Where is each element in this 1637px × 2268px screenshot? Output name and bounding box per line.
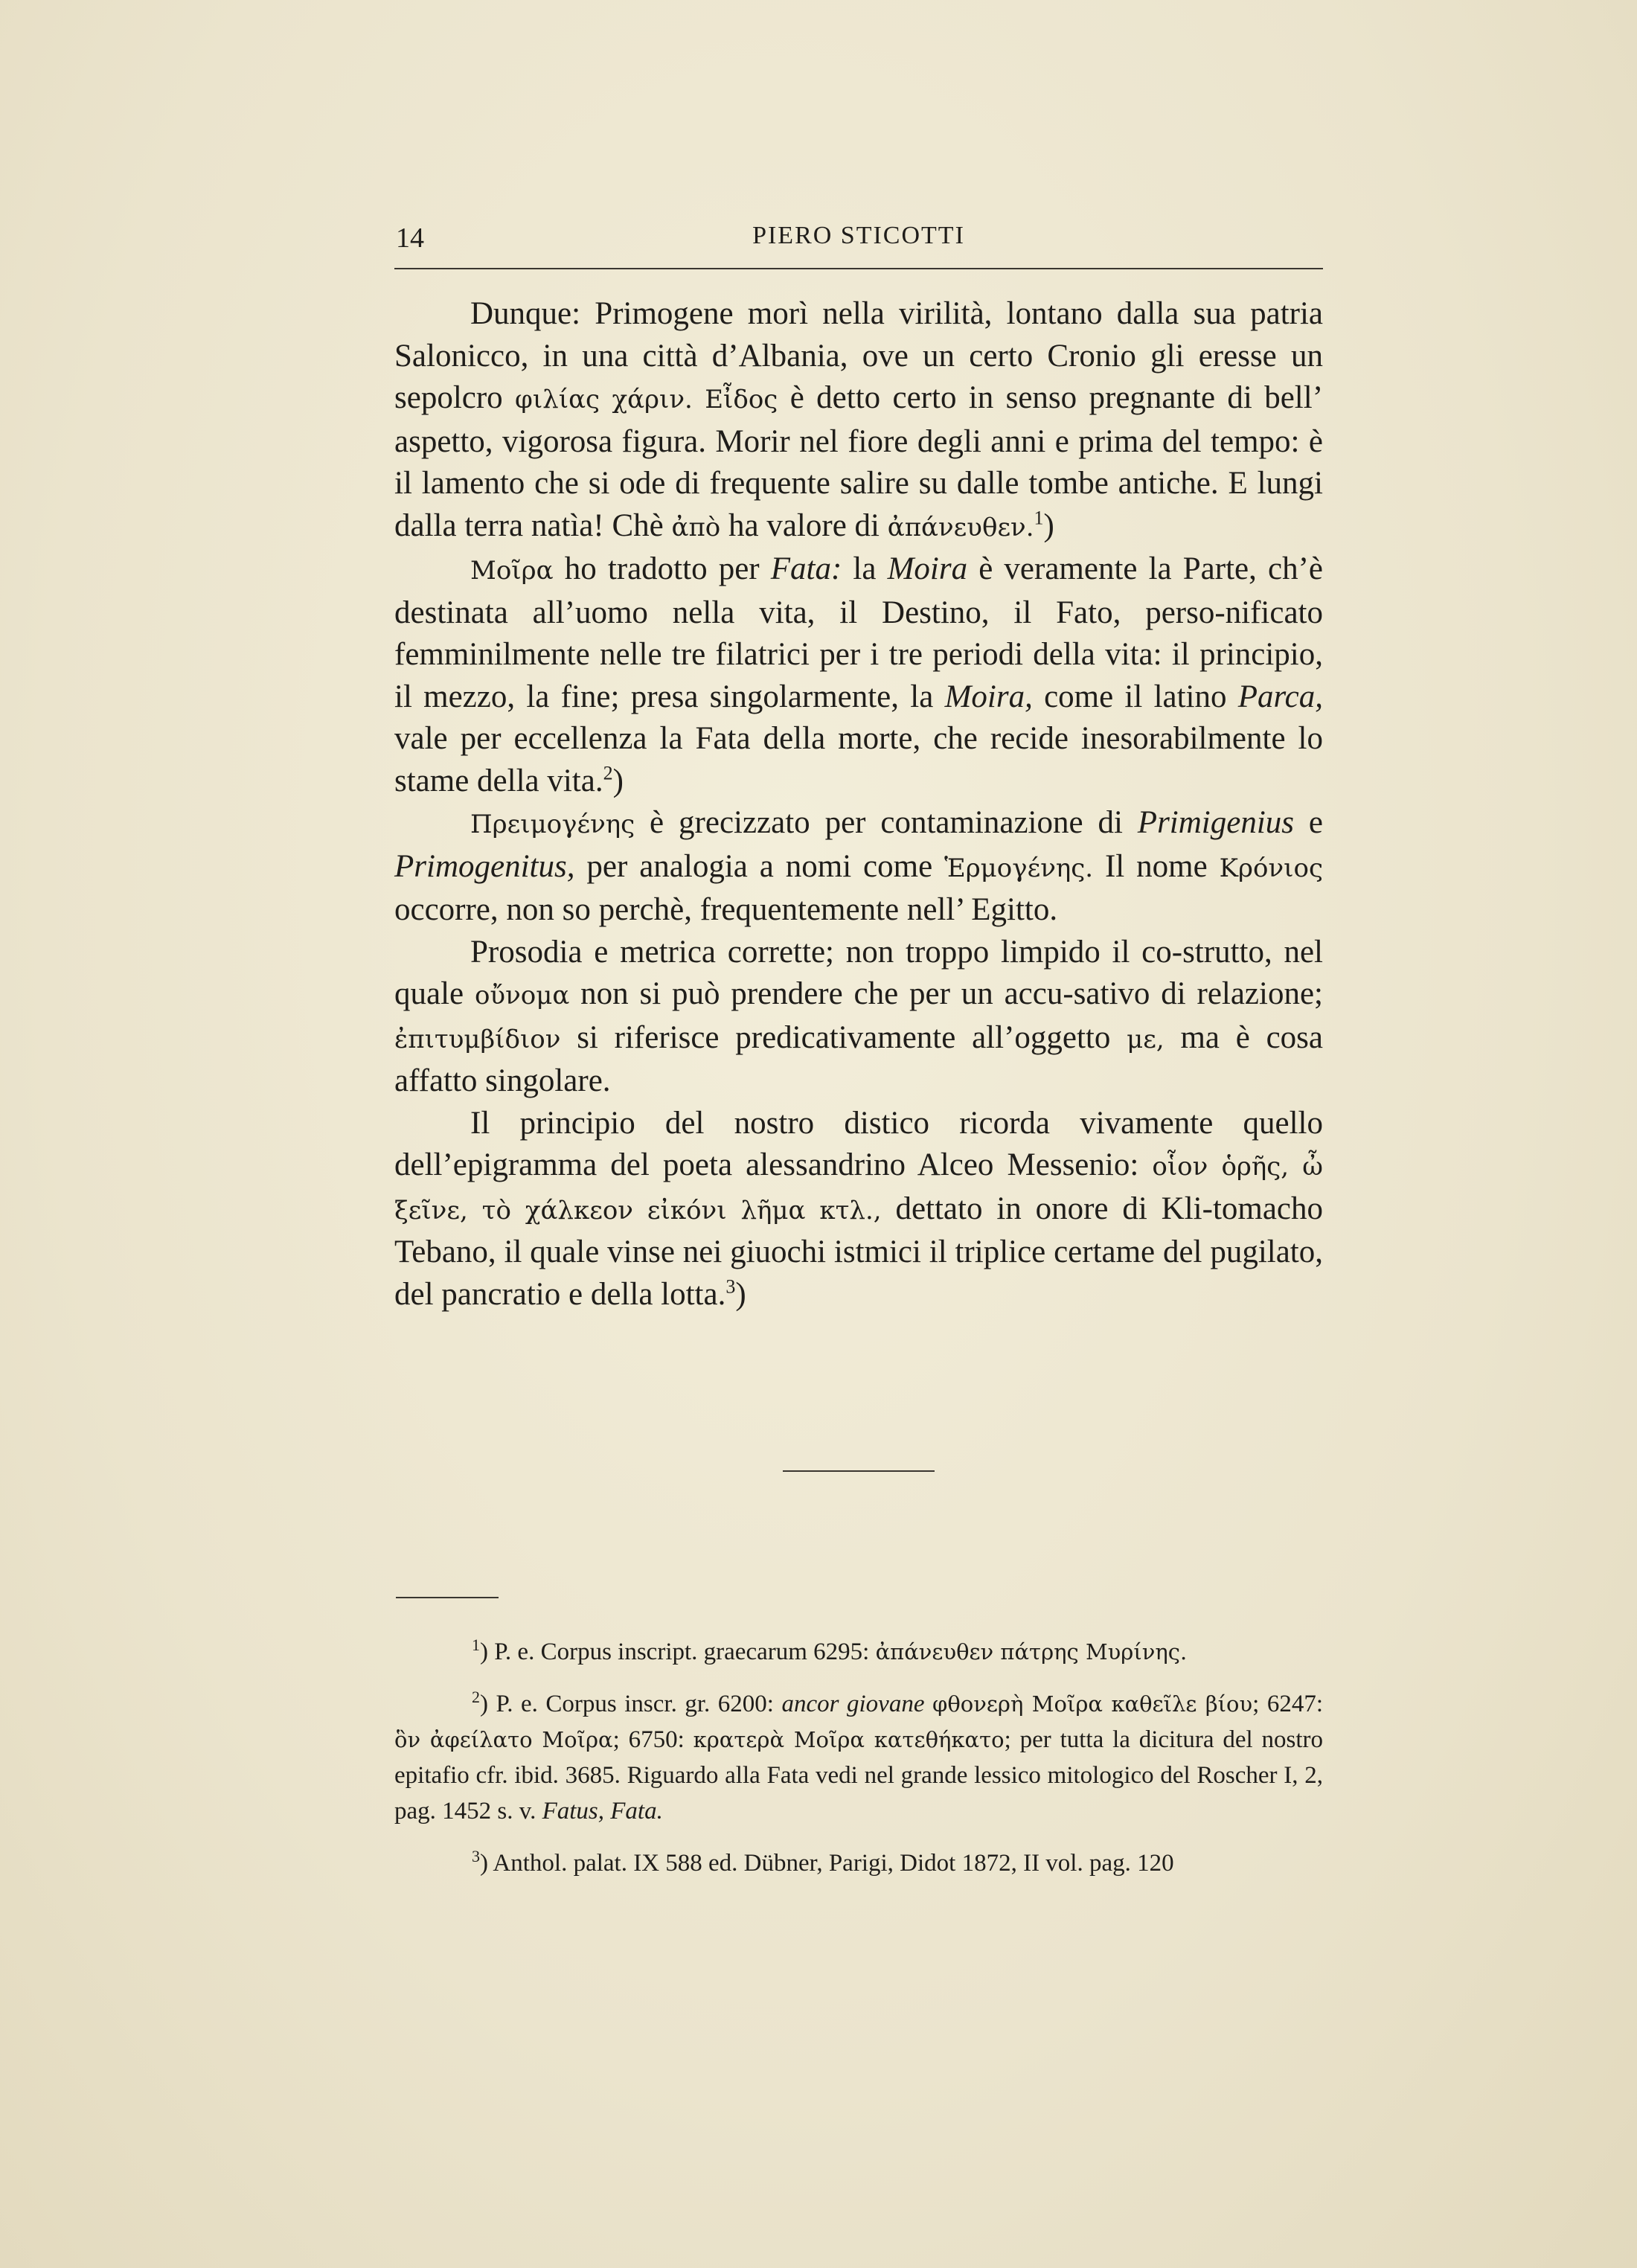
italic-text: ancor giovane bbox=[781, 1691, 925, 1717]
footnote-mark: 3 bbox=[472, 1847, 480, 1865]
footnote-ref-3: 3 bbox=[725, 1275, 736, 1298]
page-header bbox=[394, 217, 1323, 269]
greek-text: Πρειμογένης bbox=[470, 810, 635, 839]
greek-text: Εἶδος bbox=[705, 385, 778, 414]
greek-text: φθονερὴ Μοῖρα καθεῖλε βίου bbox=[932, 1691, 1253, 1717]
greek-text: ἀπὸ bbox=[671, 512, 721, 542]
italic-text: Primogenitus, bbox=[394, 848, 575, 884]
footnotes bbox=[394, 1634, 1323, 1897]
footnote-ref-1: 1 bbox=[1034, 507, 1044, 529]
greek-text: ἐπιτυμβίδιον bbox=[394, 1024, 561, 1054]
italic-text: Parca, bbox=[1237, 679, 1324, 714]
greek-text: Μοῖρα bbox=[470, 556, 554, 586]
greek-text: φιλίας χάριν. bbox=[515, 385, 693, 414]
paragraph-3: Πρειμογένης è grecizzato per contaminazione di Primigenius e Primogenitus, per analogia a nomi come Ἑρμογένης. Il nome Κρόνιος occorre, non so perchè, frequentemente nell’ Egitto. bbox=[394, 805, 1323, 927]
paragraph-5: Il principio del nostro distico ricorda vivamente quello dell’epigramma del poeta alessandrino Alceo Messenio: οἷον ὁρῆς, ὦ ξεῖνε, τὸ χάλκεον εἰκόνι λῆμα κτλ., dettato in onore di Kli-tomacho Tebano, il quale vinse nei giuochi istmici il triplice certame del pugilato, del pancratio e della lotta.$^3$) bbox=[394, 1105, 1324, 1312]
footnote-2: $^2$) P. e. Corpus inscr. gr. 6200: ancor giovane φθονερὴ Μοῖρα καθεῖλε βίου; 6247: ὃν ἀφείλατο Μοῖρα; 6750: κρατερὰ Μοῖρα κατεθήκατο; per tutta la dicitura del nostro epitafio cfr. ibid. 3685. Riguardo alla Fata vedi nel grande lessico mitologico del Roscher I, 2, pag. 1452 s. v. Fatus, Fata. bbox=[394, 1688, 1324, 1825]
italic-text: Moira bbox=[887, 551, 968, 586]
paragraph-2: Μοῖρα ho tradotto per Fata: la Moira è veramente la Parte, ch’è destinata all’uomo nella vita, il Destino, il Fato, perso-nificato femminilmente nelle tre filatrici per i tre periodi della vita: il principio, il mezzo, la fine; presa singolarmente, la Moira, come il latino Parca, vale per eccellenza la Fata della morte, che recide inesorabilmente lo stame della vita.$^2$) bbox=[394, 551, 1324, 798]
greek-text: ἀπάνευθεν πάτρης Μυρίνης. bbox=[875, 1639, 1188, 1665]
footnote-1: $^1$) P. e. Corpus inscript. graecarum 6295: ἀπάνευθεν πάτρης Μυρίνης. bbox=[472, 1636, 1188, 1665]
section-separator bbox=[783, 1470, 935, 1472]
greek-text: Κρόνιος bbox=[1219, 853, 1323, 883]
greek-text: οὔνομα bbox=[474, 981, 570, 1010]
greek-text: κρατερὰ Μοῖρα κατεθήκατο bbox=[693, 1727, 1005, 1752]
paragraph-1: Dunque: Primogene morì nella virilità, lontano dalla sua patria Salonicco, in una città d’Albania, ove un certo Cronio gli eresse un sepolcro φιλίας χάριν. Εἶδος è detto certo in senso pregnante di bell’ aspetto, vigorosa figura. Morir nel fiore degli anni e prima del tempo: è il lamento che si ode di frequente salire su dalle tombe antiche. E lungi dalla terra natìa! Chè ἀπὸ ha valore di ἀπάνευθεν.$^1$) bbox=[394, 296, 1324, 543]
greek-text: οἷον ὁρῆς, ὦ ξεῖνε, τὸ χάλκεον εἰκόνι λῆμα κτλ., bbox=[394, 1152, 1323, 1226]
paragraph-4: Prosodia e metrica corrette; non troppo limpido il co-strutto, nel quale οὔνομα non si può prendere che per un accu-sativo di relazione; ἐπιτυμβίδιον si riferisce predicativamente all’oggetto με, ma è cosa affatto singolare. bbox=[394, 934, 1323, 1098]
running-head: PIERO STICOTTI bbox=[752, 222, 965, 249]
greek-text: ὃν ἀφείλατο Μοῖρα bbox=[394, 1727, 613, 1752]
italic-text: Fatus, Fata. bbox=[542, 1798, 663, 1825]
footnote-rule bbox=[396, 1597, 499, 1598]
main-text bbox=[394, 293, 1323, 1316]
greek-text: ἀπάνευθεν. bbox=[887, 512, 1034, 542]
footnote-3: $^3$) Anthol. palat. IX 588 ed. Dübner, Parigi, Didot 1872, II vol. pag. 120 bbox=[472, 1847, 1174, 1877]
footnote-mark: 1 bbox=[472, 1636, 480, 1654]
italic-text: Primigenius bbox=[1137, 805, 1295, 840]
footnote-mark: 2 bbox=[472, 1688, 480, 1706]
page-number: 14 bbox=[396, 222, 424, 254]
italic-text: Fata: bbox=[770, 551, 842, 586]
footnote-ref-2: 2 bbox=[603, 762, 613, 784]
italic-text: Moira, bbox=[944, 679, 1033, 714]
greek-text: με, bbox=[1127, 1024, 1165, 1054]
greek-text: Ἑρμογένης. bbox=[944, 853, 1094, 883]
